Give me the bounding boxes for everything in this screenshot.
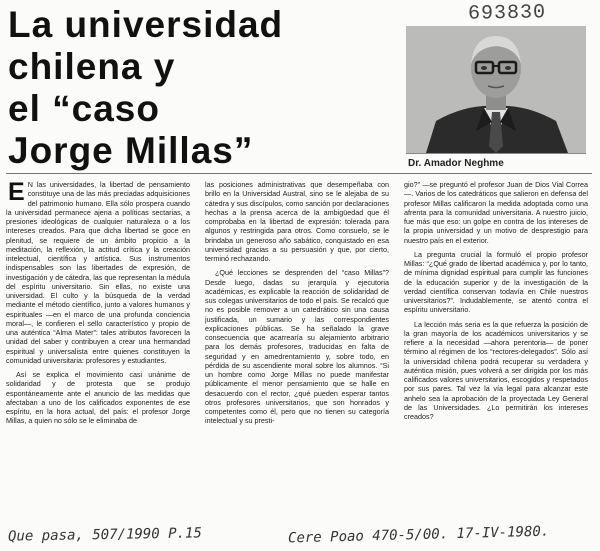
header-divider xyxy=(6,173,592,174)
headline xyxy=(8,4,398,172)
headline-line-3: el “caso xyxy=(8,88,160,129)
paragraph: Así se explica el movimiento casi unánime de solidaridad y de protesta que se produjo espontáneamente ante el anuncio de las medidas que afectaban a uno de los calificados exponentes de ese espíritu, en la hora actual, del país: el profesor Jorge Millas, a quien no sólo se le eliminaba de xyxy=(6,370,190,426)
author-photo xyxy=(406,26,586,154)
portrait-image xyxy=(406,26,586,153)
accession-number: 693830 xyxy=(467,1,547,26)
paragraph: ¿Qué lecciones se desprenden del “caso Millas”? Desde luego, dadas su jerarquía y ejecutoria académicas, es explicable la reacción de solidaridad de sus colegas universitarios de todo el país. Se recalcó que no es posible remover a un catedrático sin una causa justificada, un sumario y las correspondientes explicaciones públicas. Se ha señalado la grave consecuencia que acarrearía su alejamiento arbitrario para los demás profesores, traducidas en falta de seguridad y en amedrentamiento y, sobre todo, en pérdida de su ascendiente moral sobre los alumnos. “Si un hombre como Jorge Millas no puede manifestar públicamente el menor pensamiento que se halle en desacuerdo con el rector, ¿qué pueden esperar tantos otros profesores universitarios, que son honrados y competentes como él, pero que no tienen su categoría intelectual y su presti- xyxy=(205,268,389,426)
article-column-3 xyxy=(404,180,588,530)
paragraph: La pregunta crucial la formuló el propio profesor Millas: “¿Qué grado de libertad académica y, por lo tanto, de mínima dignidad espiritual para cumplir las funciones de la educación superior y de la investigación de la verdad científica conservan todavía en Chile nuestros universitarios?”. Indudablemente, se atentó contra el espíritu universitario. xyxy=(404,249,588,315)
paragraph-text: N las universidades, la libertad de pensamiento constituye una de las más preciadas adquisiciones del patrimonio humano. Ella sólo prospera cuando la universidad permanece ajena a políticas sectarias, a presiones ideológicas de cualquier naturaleza o a los intereses creados. Para que dicha libertad se goce en plenitud, se requiere de un ámbito propicio a la meditación, la reflexión, la actitud crítica y la creación intelectual, científica y artística. Sus instrumentos indispensables son las libertades de expresión, de investigación y de cátedra, las que representan la médula del espíritu universitario. Sin ellas, no existe una universidad. El culto y la búsqueda de la verdad mediante el método científico, junto a valores humanos y espirituales —en el marco de una profunda conciencia moral—, le confieren el sello característico y propio de una auténtica “Alma Mater”: tales atributos favorecen la unidad del saber y contribuyen a crear una hermandad espiritual y universalista entre quienes constituyen la comunidad universitaria: profesores y estudiantes. xyxy=(6,180,190,365)
paragraph xyxy=(6,180,190,365)
headline-line-2: chilena y xyxy=(8,46,176,87)
paragraph: las posiciones administrativas que desempeñaba con brillo en la Universidad Austral, sino se le alejaba de su cátedra y sus discípulos, como sanción por declaraciones hechas a la prensa acerca de la ambigüedad que él comprobaba en la libertad de expresión: tolerada para algunos y restringida para otros. Como consuelo, se le brindaba un generoso año sabático, conquistado en esa universidad gracias a su persuasión y que, por cierto, terminó rechazando. xyxy=(205,180,389,263)
article-column-2 xyxy=(205,180,389,530)
paragraph: La lección más seria es la que refuerza la posición de la gran mayoría de los académicos universitarios y se refiere a la necesidad —ahora perentoria— de poner término al régimen de los “rectores-delegados”. Sólo así la universidad chilena podrá recuperar su verdadera y auténtica misión, pues volverá a ser dirigida por los más calificados valores universitarios, escogidos y respetados por sus pares. Tal vez la vía legal para alcanzar este anhelo sea la aprobación de la proyectada Ley General de las Universidades. ¿Lo permitirán los intereses creados? xyxy=(404,319,588,421)
article-column-1 xyxy=(6,180,190,530)
handwritten-source-note: Que pasa, 507/1990 P.15 xyxy=(7,525,202,545)
headline-line-4: Jorge Millas” xyxy=(8,130,254,171)
photo-caption: Dr. Amador Neghme xyxy=(408,158,504,169)
drop-cap: E xyxy=(8,180,25,206)
headline-line-1: La universidad xyxy=(8,4,284,45)
handwritten-date-note: Cere Poao 470-5/00. 17-IV-1980. xyxy=(287,523,550,547)
paragraph: gio?” —se preguntó el profesor Juan de Dios Vial Correa—. Varios de los catedráticos que salieron en defensa del profesor Millas calificaron la medida adoptada como una afrenta para la comunidad universitaria. A nuestro juicio, fue más que eso: un golpe en contra de los intereses de la propia universidad y un motivo de desprestigio para nuestro país en el exterior. xyxy=(404,180,588,245)
